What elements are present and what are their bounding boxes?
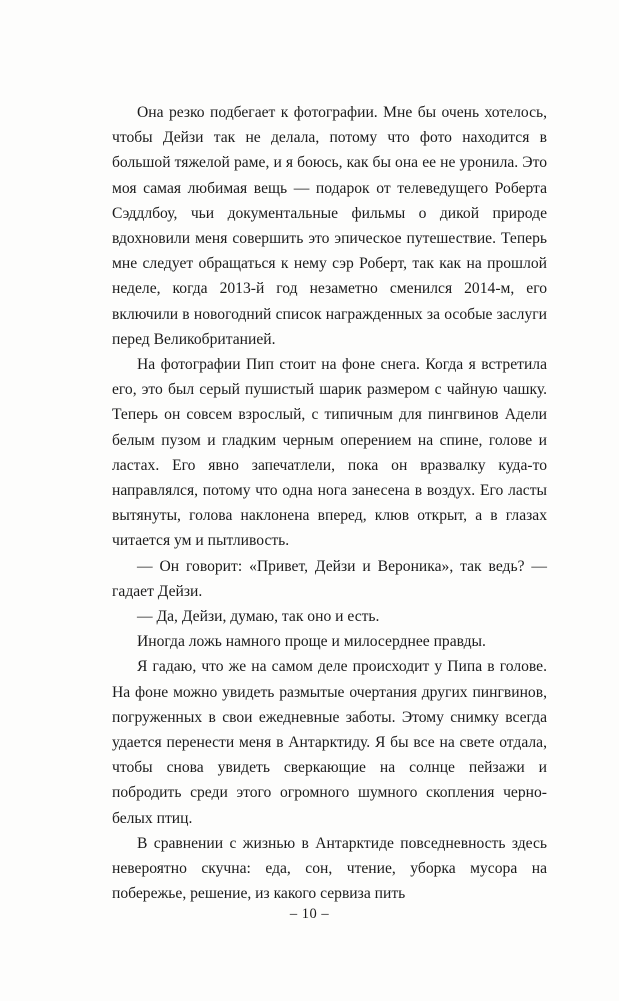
page-number: – 10 – [289, 906, 330, 922]
paragraph: Иногда ложь намного проще и милосерднее правды. [137, 633, 486, 651]
paragraph: На фотографии Пип стоит на фоне снега. Когда я встретила его, это был серый пушистый шарик размером с чайную чашку. Теперь он совсем взрослый, с типичным для пингвинов Адели белым пузом и гладким черным оперением на спине, голове и ластах. Его явно запечатлели, пока он вразвалку куда-то направлялся, потому что одна нога занесена в воздух. Его ласты вытянуты, голова наклонена вперед, клюв открыт, а в глазах читается ум и пытливость. [112, 356, 547, 550]
paragraph: Она резко подбегает к фотографии. Мне бы очень хотелось, чтобы Дейзи так не делала, потому что фото находится в большой тяжелой раме, и я боюсь, как бы она ее не уронила. Это моя самая любимая вещь — подарок от телеведущего Роберта Сэддлбоу, чьи документальные фильмы о дикой природе вдохновили меня совершить это эпическое путешествие. Теперь мне следует обращаться к нему сэр Роберт, так как на прошлой неделе, когда 2013-й год незаметно сменился 2014-м, его включили в новогодний список награжденных за особые заслуги перед Великобританией. [112, 104, 547, 348]
paragraph: Я гадаю, что же на самом деле происходит у Пипа в голове. На фоне можно увидеть размытые очертания других пингвинов, погруженных в свои ежедневные заботы. Этому снимку всегда удается перенести меня в Антарктиду. Я бы все на свете отдала, чтобы снова увидеть сверкающие на солнце пейзажи и побродить среди этого огромного шумного скопления черно-белых птиц. [112, 658, 547, 827]
paragraph-dialogue: — Он говорит: «Привет, Дейзи и Вероника», так ведь? — гадает Дейзи. [112, 557, 547, 600]
paragraph: В сравнении с жизнью в Антарктиде повседневность здесь невероятно скучна: еда, сон, чтение, уборка мусора на побережье, решение, из какого сервиза пить [112, 834, 547, 903]
paragraph-dialogue: — Да, Дейзи, думаю, так оно и есть. [137, 608, 380, 626]
page-text-block [112, 100, 547, 907]
